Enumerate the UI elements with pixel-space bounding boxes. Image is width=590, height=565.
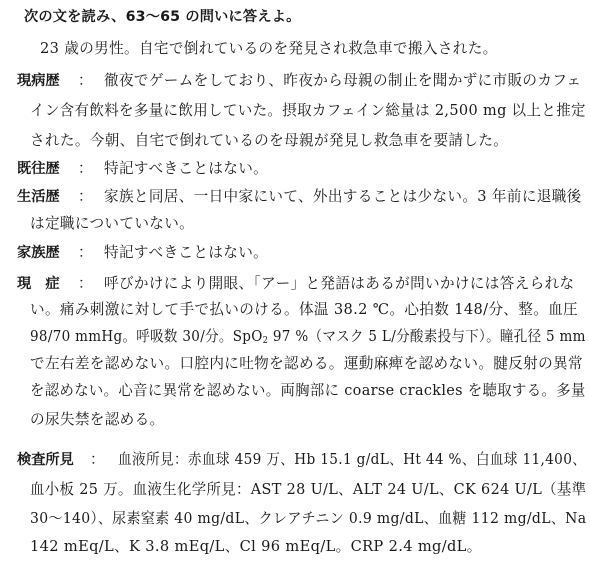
present-status-colon: ： — [78, 275, 93, 292]
present-status-line-1: 呼びかけにより開眼、「アー」と発語はあるが問いかけには答えられな — [104, 275, 575, 292]
past-history-colon: ： — [78, 160, 93, 177]
present-status-line-5: を認めない。心音に異常を認めない。両胸部に coarse crackles を聴取する。多量 — [30, 382, 586, 399]
present-status-line-3 — [30, 327, 586, 347]
social-history-line-1: 家族と同居、一日中家にいて、外出することは少ない。3 年前に退職後 — [104, 188, 582, 205]
case-intro: 23 歳の男性。自宅で倒れているのを発見され救急車で搬入された。 — [40, 40, 498, 57]
lab-findings-line-4: 142 mEq/L、K 3.8 mEq/L、Cl 96 mEq/L。CRP 2.4 mg/dL。 — [30, 538, 482, 555]
lab-findings-line-3: 30〜140）、尿素窒素 40 mg/dL、クレアチニン 0.9 mg/dL、血糖 112 mg/dL、Na — [30, 510, 587, 527]
lab-findings-line-1: 血液所見：赤血球 459 万、Hb 15.1 g/dL、Ht 44 %、白血球 11,400、 — [118, 451, 587, 468]
family-history-colon: ： — [78, 244, 93, 261]
present-status-label: 現 症 — [17, 276, 60, 292]
lab-findings-colon: ： — [90, 451, 105, 468]
social-history-line-2: は定職についていない。 — [30, 215, 195, 232]
family-history-label: 家族歴 — [17, 245, 60, 261]
vitals-text-continued: 97 %（マスク 5 L/分酸素投与下）。瞳孔径 5 mm — [272, 328, 586, 345]
lab-findings-label: 検査所見 — [17, 452, 74, 468]
present-status-line-6: の尿失禁を認める。 — [30, 411, 165, 428]
present-illness-line-2: イン含有飲料を多量に飲用していた。摂取カフェイン総量は 2,500 mg 以上と推定 — [30, 102, 586, 119]
question-instruction: 次の文を読み、63〜65 の問いに答えよ。 — [24, 9, 301, 25]
present-illness-line-1: 徹夜でゲームをしており、昨夜から母親の制止を聞かずに市販のカフェ — [104, 72, 582, 89]
present-illness-colon: ： — [78, 72, 93, 89]
social-history-label: 生活歴 — [17, 189, 60, 205]
present-status-line-2: い。痛み刺激に対して手で払いのける。体温 38.2 ℃。心拍数 148/分、整。血圧 — [30, 301, 579, 318]
present-status-line-4: で左右差を認めない。口腔内に吐物を認める。運動麻痺を認めない。腱反射の異常 — [30, 355, 583, 372]
social-history-colon: ： — [78, 188, 93, 205]
present-illness-label: 現病歴 — [17, 73, 60, 89]
spo2-subscript: 2 — [262, 336, 269, 346]
family-history-line-1: 特記すべきことはない。 — [104, 244, 269, 261]
lab-findings-line-2: 血小板 25 万。血液生化学所見：AST 28 U/L、ALT 24 U/L、CK 624 U/L（基準 — [30, 481, 587, 498]
past-history-line-1: 特記すべきことはない。 — [104, 160, 269, 177]
vitals-text: 98/70 mmHg。呼吸数 30/分。SpO — [30, 328, 263, 345]
present-illness-line-3: された。今朝、自宅で倒れているのを母親が発見し救急車を要請した。 — [30, 132, 509, 149]
past-history-label: 既往歴 — [17, 161, 60, 177]
